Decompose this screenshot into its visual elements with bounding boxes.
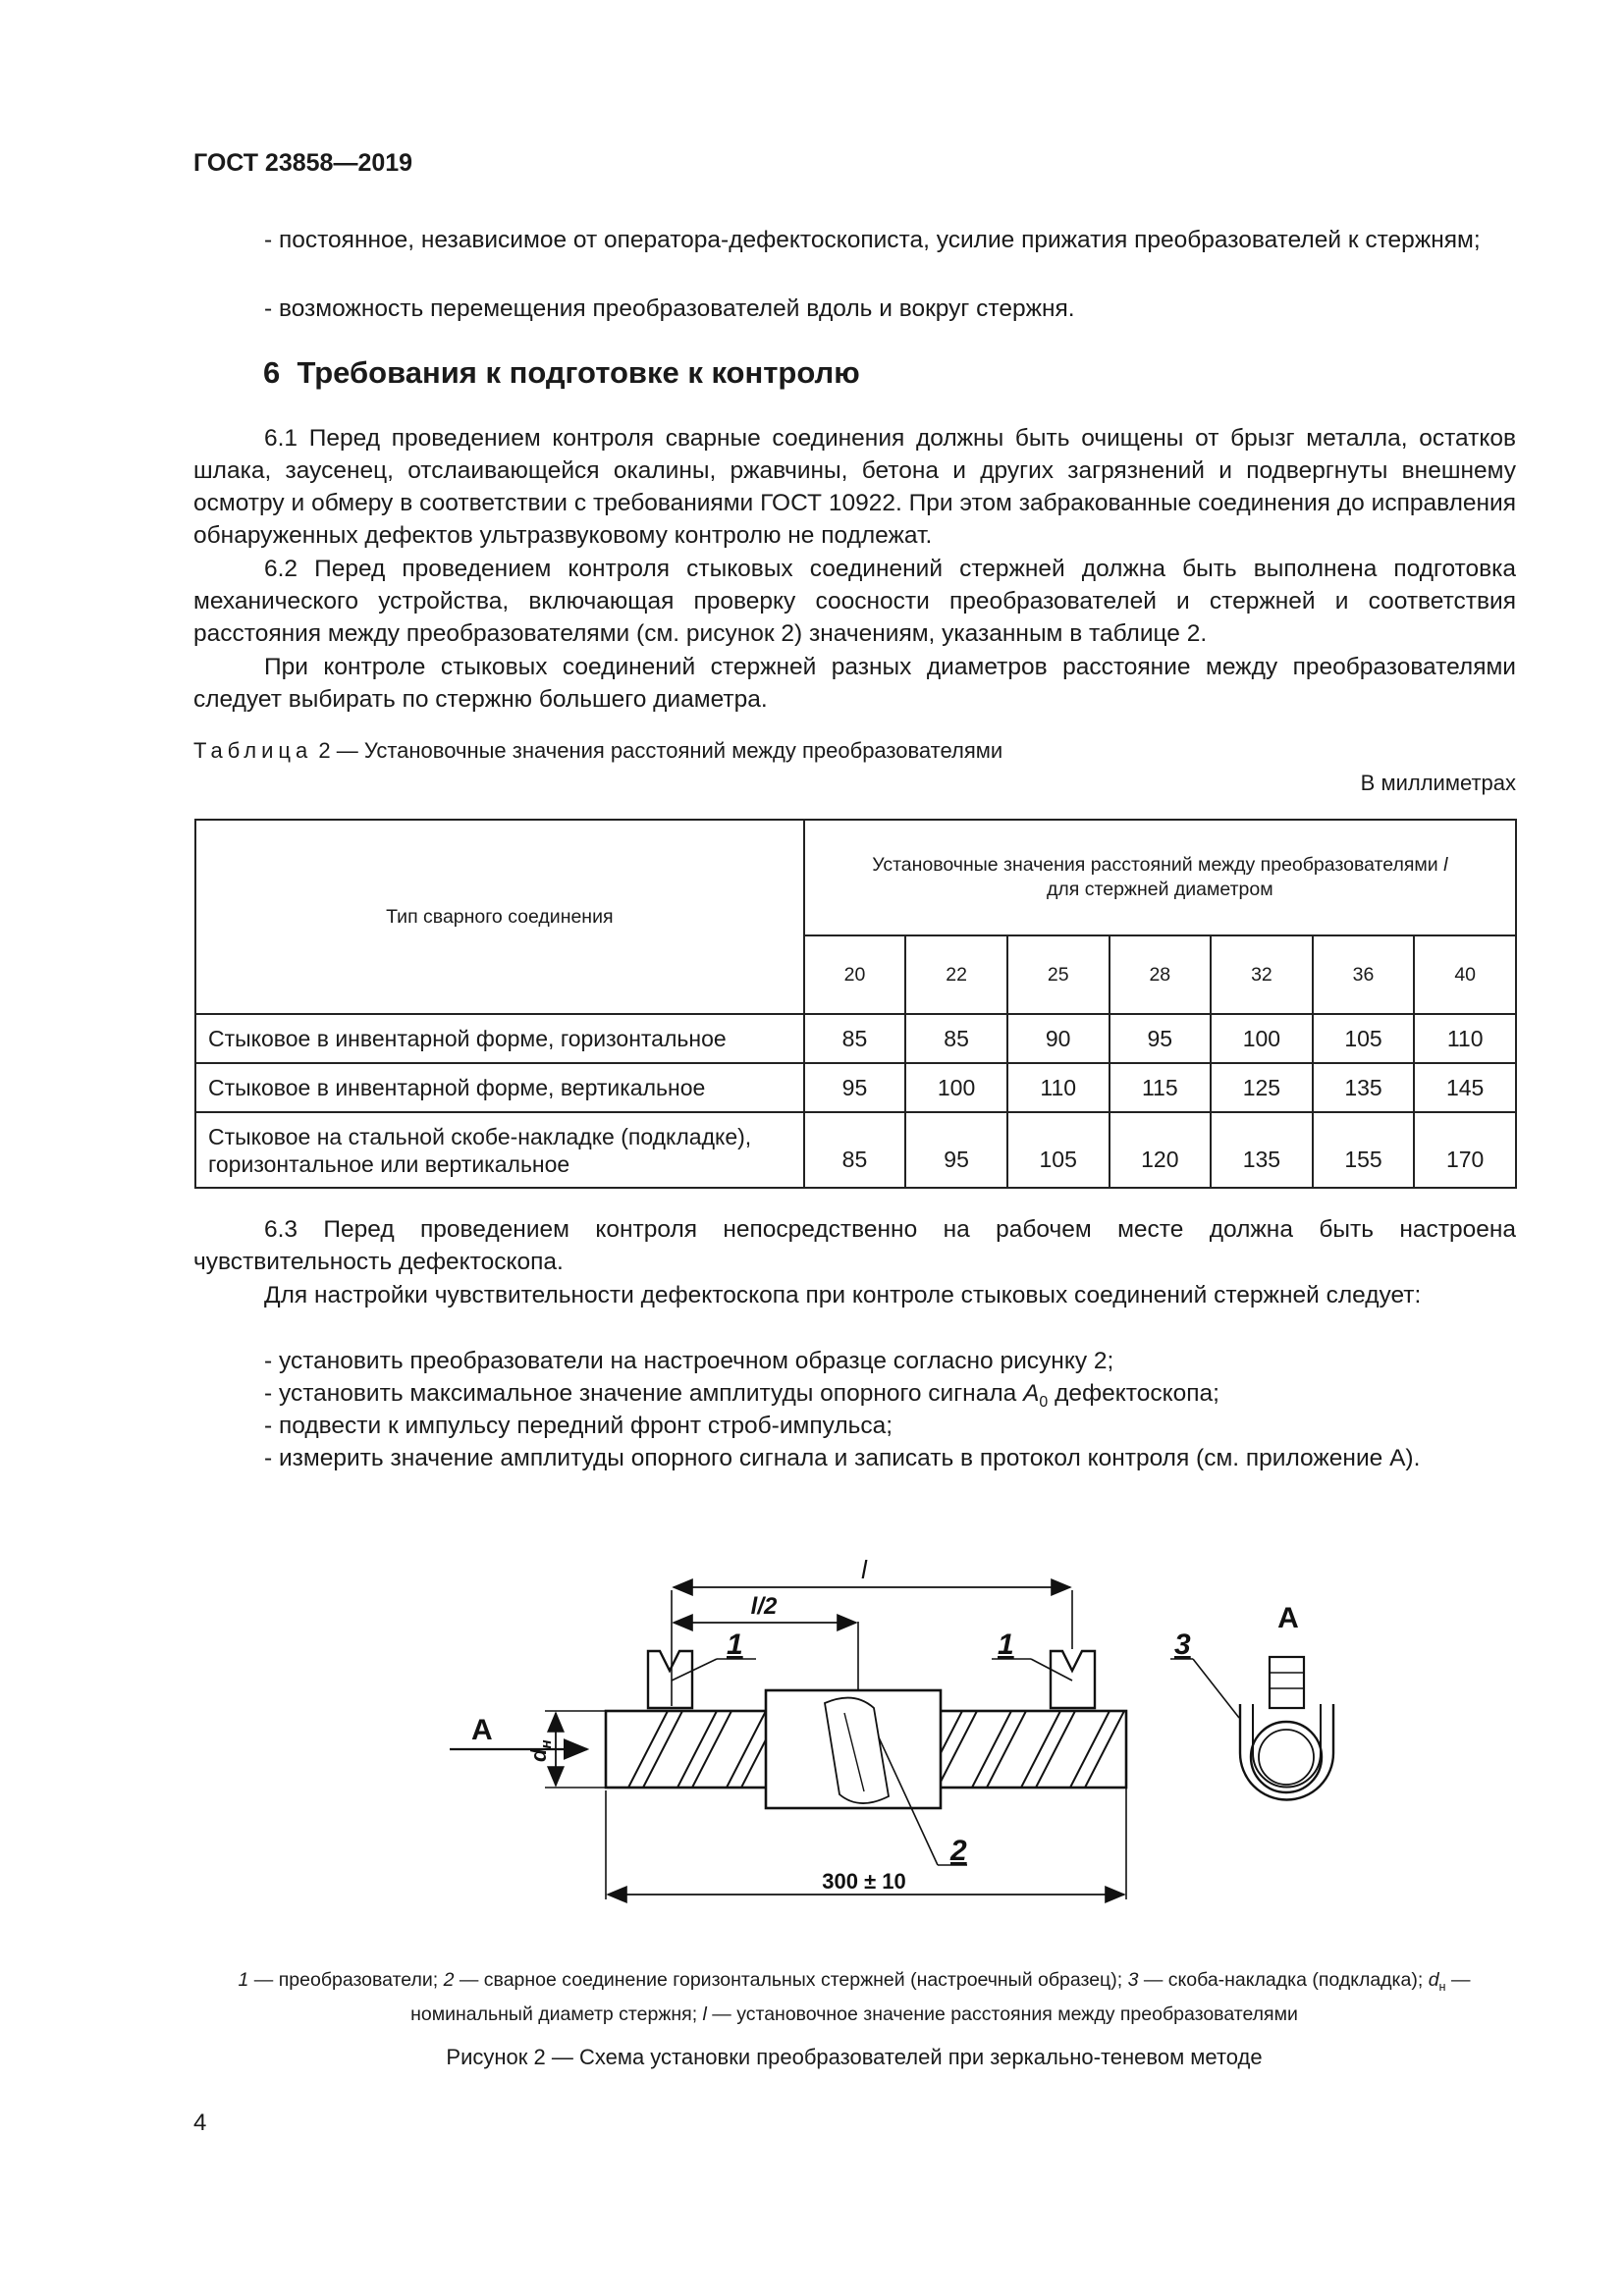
value-cell: 135: [1211, 1112, 1313, 1188]
paragraph-6-2: 6.2 Перед проведением контроля стыковых соединений стержней должна быть выполнена подготовка механического устройства, включающая проверку соосности преобразователей и стержней и соответствия расстояния между преобразователями (см. рисунок 2) значениям, указанным в таблице 2.: [193, 556, 1516, 647]
diameter-cell: 28: [1110, 935, 1212, 1014]
diameter-cell: 25: [1007, 935, 1110, 1014]
intro-item-2: - возможность перемещения преобразователей вдоль и вокруг стержня.: [264, 295, 1075, 322]
value-cell: 120: [1110, 1112, 1212, 1188]
section-transducer: [1270, 1657, 1304, 1708]
table-units: В миллиметрах: [1360, 771, 1516, 795]
value-cell: 105: [1313, 1014, 1415, 1063]
legend-text: — преобразователи;: [248, 1969, 444, 1991]
table-row: [195, 1063, 1516, 1112]
list-item: - измерить значение амплитуды опорного сигнала и записать в протокол контроля (см. приложение А).: [264, 1445, 1421, 1471]
callout-2: 2: [950, 1835, 967, 1867]
section-heading: [263, 355, 860, 391]
table-header-values: [804, 820, 1516, 935]
legend-num: 2: [443, 1969, 455, 1991]
paragraph-6-3: 6.3 Перед проведением контроля непосредственно на рабочем месте должна быть настроена чувствительность дефектоскопа.: [193, 1216, 1516, 1275]
table-row: [195, 1014, 1516, 1063]
callout-3: 3: [1174, 1629, 1191, 1661]
table-header-values-line1: Установочные значения расстояний между преобразователями: [872, 854, 1444, 876]
dim-d-label: $d_н$: [526, 1739, 555, 1762]
legend-text: — скоба-накладка (подкладка);: [1138, 1969, 1429, 1991]
value-cell: 135: [1313, 1063, 1415, 1112]
diameter-cell: 36: [1313, 935, 1415, 1014]
transducer-right: [1051, 1651, 1095, 1708]
value-cell: 100: [1211, 1014, 1313, 1063]
table-header-var: l: [1443, 854, 1448, 876]
legend-text: — установочное значение расстояния между преобразователями: [706, 2002, 1298, 2025]
table-header-type: Тип сварного соединения: [195, 820, 804, 1014]
legend-num: 1: [238, 1969, 249, 1991]
view-label-right: А: [1277, 1602, 1299, 1634]
diameter-cell: 22: [905, 935, 1007, 1014]
value-cell: 110: [1414, 1014, 1516, 1063]
dim-total-label: 300 ± 10: [822, 1869, 906, 1894]
value-cell: 110: [1007, 1063, 1110, 1112]
list-item-text: - установить максимальное значение амплитуды опорного сигнала: [264, 1380, 1024, 1407]
view-label-left: А: [471, 1714, 493, 1746]
row-type-line2: горизонтальное или вертикальное: [208, 1150, 570, 1177]
legend-text: — сварное соединение горизонтальных стержней (настроечный образец);: [454, 1969, 1128, 1991]
dim-l-label: l: [861, 1555, 867, 1584]
value-cell: 155: [1313, 1112, 1415, 1188]
list-item-text: дефектоскопа;: [1048, 1380, 1219, 1407]
page-number: 4: [193, 2109, 207, 2136]
table-caption: [193, 738, 1002, 764]
value-cell: 85: [905, 1014, 1007, 1063]
legend-var: l: [702, 2002, 707, 2025]
row-type-line1: Стыковое на стальной скобе-накладке (подкладке),: [208, 1123, 752, 1149]
amplitude-subscript: 0: [1039, 1393, 1049, 1411]
value-cell: 100: [905, 1063, 1007, 1112]
transducer-left: [648, 1651, 692, 1708]
table-row: [195, 1112, 1516, 1188]
figure-title: Рисунок 2 — Схема установки преобразователей при зеркально-теневом методе: [446, 2045, 1263, 2069]
figure-2-diagram: [0, 1551, 1624, 1944]
value-cell: 115: [1110, 1063, 1212, 1112]
legend-var: d: [1428, 1969, 1439, 1991]
value-cell: 145: [1414, 1063, 1516, 1112]
callout-1a: 1: [727, 1629, 743, 1661]
paragraph-6-2-note: При контроле стыковых соединений стержней разных диаметров расстояние между преобразователями следует выбирать по стержню большего диаметра.: [193, 654, 1516, 713]
legend-sub: н: [1438, 1979, 1446, 1994]
value-cell: 90: [1007, 1014, 1110, 1063]
table-caption-label: Таблица: [193, 738, 313, 763]
amplitude-symbol: A: [1023, 1380, 1040, 1407]
section-number: 6: [263, 355, 281, 390]
list-item: - подвести к импульсу передний фронт строб-импульса;: [264, 1413, 893, 1439]
value-cell: 95: [804, 1063, 906, 1112]
value-cell: 95: [905, 1112, 1007, 1188]
value-cell: 170: [1414, 1112, 1516, 1188]
document-code: ГОСТ 23858—2019: [193, 149, 413, 177]
row-type: [195, 1112, 804, 1188]
legend-text: — номинальный диаметр стержня;: [410, 1969, 1471, 2025]
value-cell: 125: [1211, 1063, 1313, 1112]
figure-legend: [196, 1966, 1512, 2028]
paragraph-6-3-intro: Для настройки чувствительности дефектоскопа при контроле стыковых соединений стержней следует:: [264, 1282, 1422, 1308]
row-type: Стыковое в инвентарной форме, горизонтальное: [195, 1014, 804, 1063]
section-title: Требования к подготовке к контролю: [297, 355, 860, 390]
table-header-values-line2: для стержней диаметром: [1047, 879, 1273, 900]
table-caption-text: 2 — Установочные значения расстояний между преобразователями: [312, 738, 1003, 763]
list-item: - установить преобразователи на настроечном образце согласно рисунку 2;: [264, 1348, 1114, 1374]
row-type: Стыковое в инвентарной форме, вертикальное: [195, 1063, 804, 1112]
diameter-cell: 40: [1414, 935, 1516, 1014]
value-cell: 85: [804, 1014, 906, 1063]
value-cell: 85: [804, 1112, 906, 1188]
diameter-cell: 20: [804, 935, 906, 1014]
diameter-cell: 32: [1211, 935, 1313, 1014]
intro-item-1: - постоянное, независимое от оператора-дефектоскописта, усилие прижатия преобразователей к стержням;: [264, 227, 1481, 253]
legend-num: 3: [1127, 1969, 1139, 1991]
settings-table: [194, 819, 1517, 1189]
value-cell: 105: [1007, 1112, 1110, 1188]
callout-1b: 1: [998, 1629, 1014, 1661]
section-rebar: [1251, 1722, 1322, 1792]
dim-half-label: l/2: [750, 1593, 778, 1620]
value-cell: 95: [1110, 1014, 1212, 1063]
paragraph-6-1: 6.1 Перед проведением контроля сварные соединения должны быть очищены от брызг металла, остатков шлака, заусенец, отслаивающейся окалины, ржавчины, бетона и других загрязнений и подвергнуты внешнему осмотру и обмеру в соответствии с требованиями ГОСТ 10922. При этом забракованные соединения до исправления обнаруженных дефектов ультразвуковому контролю не подлежат.: [193, 425, 1516, 549]
